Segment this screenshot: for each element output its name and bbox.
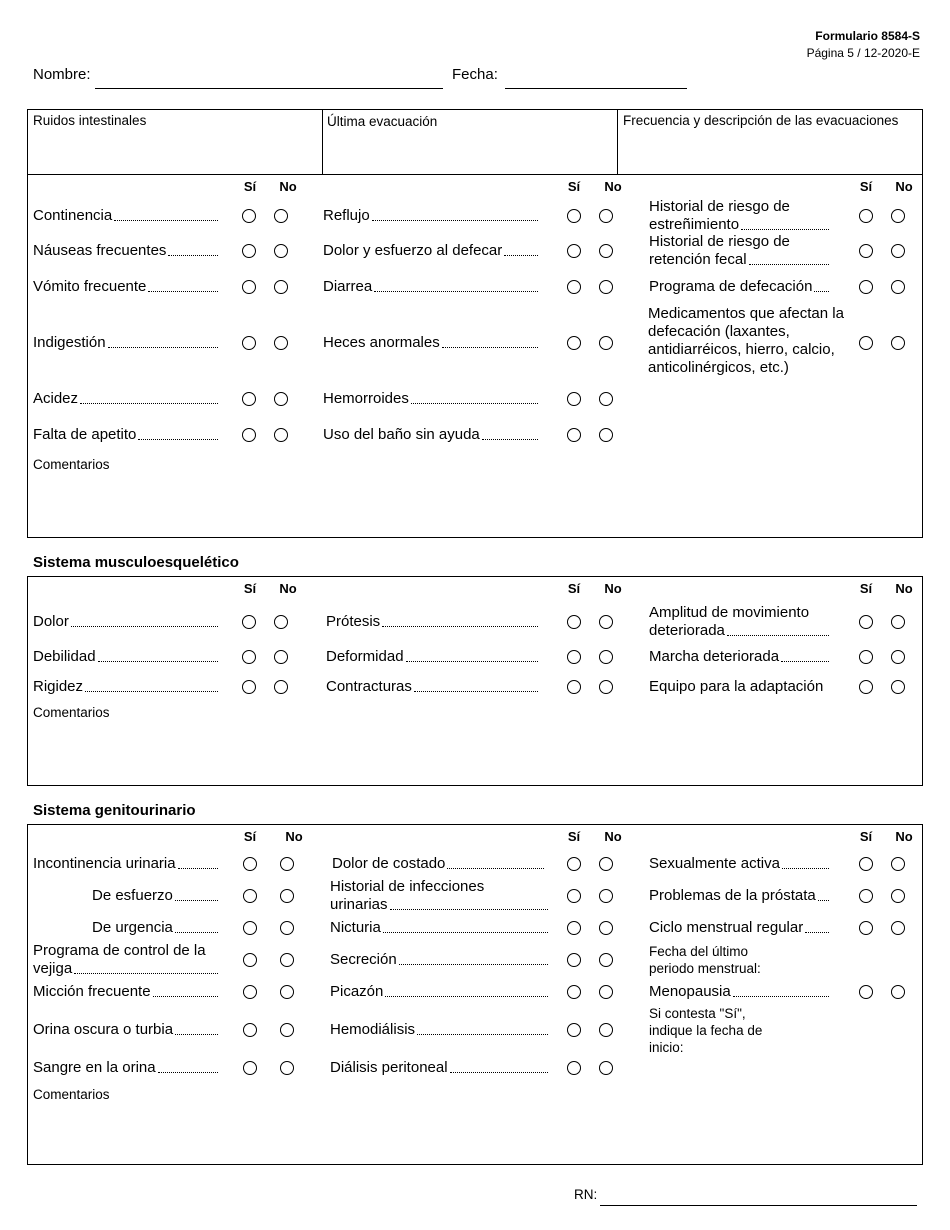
geni-col1-r0-no-radio[interactable] [280,985,294,999]
geni-col1-item-label: Sangre en la orina [33,1059,156,1076]
geni-col1-item-label: Incontinencia urinaria [33,855,176,872]
gi-col1-5-yes-radio[interactable] [242,428,256,442]
rn-signature-field[interactable] [600,1205,917,1206]
geni-col2-item [330,1021,548,1039]
geni-col2-item-line2: urinarias [330,896,388,913]
gi-col3-1-no-radio[interactable] [891,244,905,258]
musculo-col3-0-yes-radio[interactable] [859,615,873,629]
musculo-col1-item-label: Dolor [33,613,69,630]
geni-col1-0-yes-radio[interactable] [243,857,257,871]
gi-col3-1-yes-radio[interactable] [859,244,873,258]
musculo-col2-item [326,678,538,696]
musculo-col1-0-no-radio[interactable] [274,615,288,629]
gi-col2-item [323,390,538,408]
gi-col2-2-yes-radio[interactable] [567,280,581,294]
geni-col2-r4-yes-radio[interactable] [567,1061,581,1075]
musculo-col3-item [649,604,829,640]
gi-col2-item [323,207,538,225]
geni-col1-item [33,855,218,873]
geni-col2-item-label: Nicturia [330,919,381,936]
gi-col3-2-no-radio[interactable] [891,280,905,294]
gi-col3-item [649,278,829,296]
geni-col1-r2-no-radio[interactable] [280,1061,294,1075]
geni-col2-item-label: Picazón [330,983,384,1000]
musculo-col3-2-yes-radio[interactable] [859,680,873,694]
gi-col3-2-yes-radio[interactable] [859,280,873,294]
musculo-col1-item [33,613,218,631]
geni-col1-1-yes-radio[interactable] [243,889,257,903]
gi-col3-item [649,233,829,269]
geni-col2-0-no-radio[interactable] [599,857,613,871]
gi-col2-item-label: Uso del baño sin ayuda [323,426,480,443]
musculo-col1-item [33,648,218,666]
geni-col2-item [330,919,548,937]
gi-col2-item-label: Diarrea [323,278,373,295]
mu-col1-yes-header: Sí [243,581,257,596]
geni-col3-1-no-radio[interactable] [891,889,905,903]
geni-col2-r1-no-radio[interactable] [599,953,613,967]
geni-col3-2-no-radio[interactable] [891,921,905,935]
gi-col2-4-yes-radio[interactable] [567,392,581,406]
geni-col2-item-label: Hemodiálisis [330,1021,416,1038]
musculo-col3-item-label: Marcha deteriorada [649,648,780,665]
ge-col2-no-header: No [604,829,622,844]
gi-col3-item-label: Programa de defecación [649,278,813,295]
musculo-col2-0-yes-radio[interactable] [567,615,581,629]
gi-col1-3-yes-radio[interactable] [242,336,256,350]
geni-col1-r1-no-radio[interactable] [280,1023,294,1037]
geni-comments-field[interactable] [30,1106,918,1161]
geni-col1-2-yes-radio[interactable] [243,921,257,935]
geni-col3-meno-no-radio[interactable] [891,985,905,999]
gi-col1-2-no-radio[interactable] [274,280,288,294]
musculo-col3-item [649,678,849,696]
musculo-col1-item-label: Rigidez [33,678,84,695]
musculo-col3-item-line2: deteriorada [649,622,725,639]
gi-col2-item [323,278,538,296]
gi-col1-0-yes-radio[interactable] [242,209,256,223]
gi-col2-item-label: Reflujo [323,207,370,224]
geni-col1-item-label: Orina oscura o turbia [33,1021,174,1038]
bowel-frequency-label: Frecuencia y descripción de las evacuaciones [623,113,899,128]
gi-col2-item [323,334,538,352]
musculo-col2-item [326,648,538,666]
geni-col2-item [330,878,548,914]
geni-title: Sistema genitourinario [33,802,196,819]
gi-col1-item [33,278,218,296]
gi-col1-item [33,390,218,408]
geni-col3-0-no-radio[interactable] [891,857,905,871]
ge-col2-yes-header: Sí [567,829,581,844]
musculo-col3-2-no-radio[interactable] [891,680,905,694]
gi-col2-1-yes-radio[interactable] [567,244,581,258]
musculo-col3-item-line1: Amplitud de movimiento [649,604,810,621]
geni-col3-meno-yes-radio[interactable] [859,985,873,999]
gi-col2-3-no-radio[interactable] [599,336,613,350]
page-info: Página 5 / 12-2020-E [806,46,920,60]
geni-col1-item [33,1021,218,1039]
geni-col1-item [33,1059,218,1077]
rn-label: RN: [574,1187,598,1202]
gi-col3-item-line1: Historial de riesgo de [649,233,790,250]
form-number: Formulario 8584-S [815,29,920,43]
mu-col3-yes-header: Sí [859,581,873,596]
gi-col1-item [33,426,218,444]
start-date-note: Si contesta "Sí", indique la fecha de inicio: [649,1006,763,1055]
geni-col3-item [649,855,829,873]
geni-col1-r1-yes-radio[interactable] [243,1023,257,1037]
last-bowel-movement-label: Última evacuación [327,114,438,129]
geni-col1-1-no-radio[interactable] [280,889,294,903]
geni-col3-item [649,887,829,905]
musculo-col2-1-yes-radio[interactable] [567,650,581,664]
geni-col2-item-label: Diálisis peritoneal [330,1059,448,1076]
geni-col2-item-label: Secreción [330,951,397,968]
geni-col3-item [649,983,829,1001]
geni-col2-0-yes-radio[interactable] [567,857,581,871]
musculo-comments-field[interactable] [30,724,918,782]
gi-col2-item-label: Dolor y esfuerzo al defecar [323,242,503,259]
gi-col1-item-label: Indigestión [33,334,106,351]
geni-col3-item [649,919,829,937]
musculo-col2-2-no-radio[interactable] [599,680,613,694]
geni-col2-r3-no-radio[interactable] [599,1023,613,1037]
geni-col1-0-no-radio[interactable] [280,857,294,871]
geni-col3-1-yes-radio[interactable] [859,889,873,903]
geni-col2-r2-yes-radio[interactable] [567,985,581,999]
gi-col2-3-yes-radio[interactable] [567,336,581,350]
gi-col3-0-no-radio[interactable] [891,209,905,223]
gi-col1-item-label: Continencia [33,207,113,224]
musculo-col2-1-no-radio[interactable] [599,650,613,664]
gi-col2-item-label: Hemorroides [323,390,409,407]
name-label: Nombre: [33,66,91,83]
gi-col3-3-no-radio[interactable] [891,336,905,350]
mu-col2-no-header: No [604,581,622,596]
gi-col2-5-yes-radio[interactable] [567,428,581,442]
gi-col3-item-line2: retención fecal [649,251,747,268]
gi-col2-0-yes-radio[interactable] [567,209,581,223]
geni-col2-r0-no-radio[interactable] [599,921,613,935]
geni-col2-r2-no-radio[interactable] [599,985,613,999]
name-field[interactable] [95,88,443,89]
mu-col2-yes-header: Sí [567,581,581,596]
gi-comments-label: Comentarios [33,457,110,472]
musculo-comments-label: Comentarios [33,705,110,720]
musculo-col1-1-no-radio[interactable] [274,650,288,664]
musculo-col2-item [326,613,538,631]
gi-col2-1-no-radio[interactable] [599,244,613,258]
musculo-col1-2-yes-radio[interactable] [242,680,256,694]
geni-col2-item-label: Dolor de costado [332,855,446,872]
geni-col1-item-label: Micción frecuente [33,983,151,1000]
geni-col1-item [33,983,218,1001]
musculo-col2-2-yes-radio[interactable] [567,680,581,694]
gi-col1-item-label: Falta de apetito [33,426,137,443]
musculo-col1-2-no-radio[interactable] [274,680,288,694]
gi-col1-no-header: No [279,179,297,194]
gi-col1-5-no-radio[interactable] [274,428,288,442]
gi-col2-item-label: Heces anormales [323,334,440,351]
musculo-col2-item-label: Prótesis [326,613,381,630]
musculo-col1-1-yes-radio[interactable] [242,650,256,664]
geni-col3-2-yes-radio[interactable] [859,921,873,935]
geni-col1-item-label: De urgencia [92,919,173,936]
gi-col2-no-header: No [604,179,622,194]
geni-col2-item [330,951,548,969]
gi-col3-item-line1: Historial de riesgo de [649,198,790,215]
date-field[interactable] [505,88,687,89]
gi-col3-no-header: No [895,179,913,194]
gi-col2-0-no-radio[interactable] [599,209,613,223]
gi-col1-item-label: Vómito frecuente [33,278,147,295]
geni-col1-3-no-radio[interactable] [280,953,294,967]
bowel-sounds-label: Ruidos intestinales [33,113,147,128]
geni-col3-item-label: Ciclo menstrual regular [649,919,804,936]
geni-comments-label: Comentarios [33,1087,110,1102]
mu-col1-no-header: No [279,581,297,596]
adaptive-equipment-label: Equipo para la adaptación [649,678,824,695]
gi-col1-item [33,207,218,225]
gi-col1-3-no-radio[interactable] [274,336,288,350]
ge-col1-yes-header: Sí [243,829,257,844]
geni-col3-item-label: Problemas de la próstata [649,887,816,904]
gi-col1-item [33,334,218,352]
geni-col1-r0-yes-radio[interactable] [243,985,257,999]
gi-col2-yes-header: Sí [567,179,581,194]
musculo-col3-1-no-radio[interactable] [891,650,905,664]
gi-col2-item [323,426,538,444]
geni-col1-item-line1: Programa de control de la [33,942,206,959]
musculo-col1-0-yes-radio[interactable] [242,615,256,629]
gi-col2-item [323,242,538,260]
geni-col3-item-label: Menopausia [649,983,731,1000]
geni-col2-1-yes-radio[interactable] [567,889,581,903]
gi-col3-3-yes-radio[interactable] [859,336,873,350]
musculo-col1-item [33,678,218,696]
geni-col2-item [332,855,544,873]
gi-col1-yes-header: Sí [243,179,257,194]
gi-col3-item [649,198,829,234]
geni-col1-item-line2: vejiga [33,960,73,977]
musculo-col1-item-label: Debilidad [33,648,96,665]
gi-col1-item-label: Náuseas frecuentes [33,242,167,259]
geni-col3-item-label: Sexualmente activa [649,855,780,872]
gi-col1-4-no-radio[interactable] [274,392,288,406]
musculo-col3-0-no-radio[interactable] [891,615,905,629]
musculo-col3-item [649,648,829,666]
gi-col1-item-label: Acidez [33,390,79,407]
gi-col3-yes-header: Sí [859,179,873,194]
ge-col1-no-header: No [285,829,303,844]
gi-col3-item-line2: estreñimiento [649,216,740,233]
gi-col1-item [33,242,218,260]
mu-col3-no-header: No [895,581,913,596]
geni-col1-item [92,919,218,937]
geni-col3-0-yes-radio[interactable] [859,857,873,871]
geni-col2-1-no-radio[interactable] [599,889,613,903]
geni-col2-item-line1: Historial de infecciones [330,878,485,895]
gi-col1-4-yes-radio[interactable] [242,392,256,406]
gi-col1-1-yes-radio[interactable] [242,244,256,258]
musculo-title: Sistema musculoesquelético [33,554,239,571]
gi-col2-4-no-radio[interactable] [599,392,613,406]
geni-col1-3-yes-radio[interactable] [243,953,257,967]
gi-col2-2-no-radio[interactable] [599,280,613,294]
ge-col3-no-header: No [895,829,913,844]
gi-col1-1-no-radio[interactable] [274,244,288,258]
date-label: Fecha: [452,66,498,83]
gi-col1-0-no-radio[interactable] [274,209,288,223]
geni-col2-item [330,983,548,1001]
geni-col2-r0-yes-radio[interactable] [567,921,581,935]
musculo-col3-1-yes-radio[interactable] [859,650,873,664]
ge-col3-yes-header: Sí [859,829,873,844]
geni-col2-r4-no-radio[interactable] [599,1061,613,1075]
geni-col1-item [92,887,218,905]
gi-comments-field[interactable] [30,476,918,534]
geni-col1-item-label: De esfuerzo [92,887,173,904]
gi-col3-0-yes-radio[interactable] [859,209,873,223]
musculo-col2-item-label: Contracturas [326,678,412,695]
geni-col1-item [33,942,218,978]
musculo-col2-item-label: Deformidad [326,648,404,665]
last-period-label: Fecha del último periodo menstrual: [649,944,761,976]
geni-col2-item [330,1059,548,1077]
geni-col1-2-no-radio[interactable] [280,921,294,935]
geni-col2-r3-yes-radio[interactable] [567,1023,581,1037]
gi-col1-2-yes-radio[interactable] [242,280,256,294]
geni-col2-r1-yes-radio[interactable] [567,953,581,967]
musculo-col2-0-no-radio[interactable] [599,615,613,629]
gi-col2-5-no-radio[interactable] [599,428,613,442]
gi-col3-medications: Medicamentos que afectan la defecación (laxantes, antidiarréicos, hierro, calcio, anticolinérgicos, etc.) [648,305,844,376]
geni-col1-r2-yes-radio[interactable] [243,1061,257,1075]
